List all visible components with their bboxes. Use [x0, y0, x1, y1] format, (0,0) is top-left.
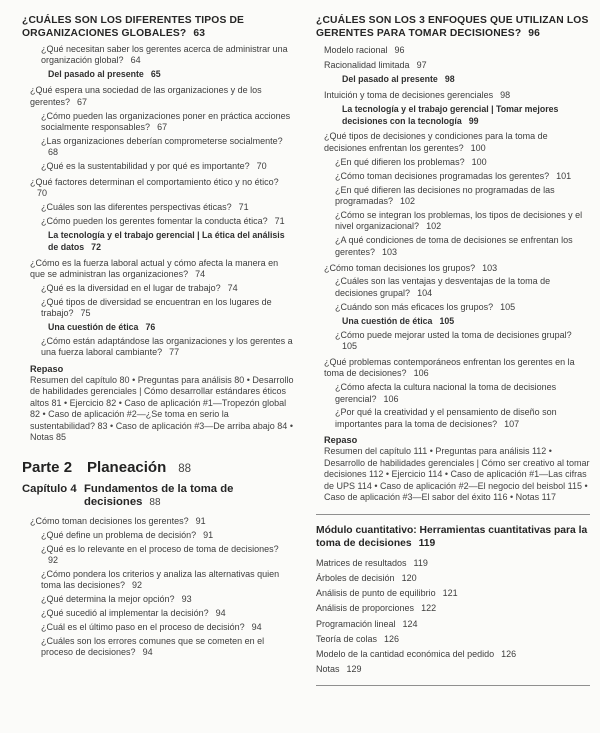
item-text: ¿Qué tipos de decisiones y condiciones para la toma de decisiones enfrentan los gerentes?: [324, 131, 548, 153]
toc-question: [30, 85, 294, 108]
item-text: ¿Cómo afecta la cultura nacional la toma de decisiones gerencial?: [335, 382, 557, 404]
toc-subquestion: [335, 171, 590, 182]
item-text: ¿Cuál es el último paso en el proceso de decisión?: [41, 622, 245, 632]
page-number: 74: [227, 282, 238, 293]
page-number: 105: [439, 315, 455, 326]
module-item: [316, 587, 590, 599]
item-text: ¿Por qué la creatividad y el pensamiento de diseño son importantes para la toma de decisiones?: [335, 407, 557, 429]
item-text: ¿Qué es la diversidad en el lugar de trabajo?: [41, 282, 221, 293]
item-text: ¿Cómo toman decisiones los grupos?: [324, 262, 476, 273]
toc-subquestion: [41, 136, 294, 159]
feature-item: [342, 104, 590, 127]
page-number: 103: [482, 262, 498, 273]
item-text: ¿Qué factores determinan el comportamiento ético y no ético?: [30, 177, 279, 188]
part-title: Planeación: [87, 458, 167, 476]
item-text: Una cuestión de ética: [48, 322, 139, 333]
toc-subquestion: [41, 608, 294, 619]
toc-subquestion: [41, 202, 294, 213]
page-number: 107: [504, 418, 520, 429]
feature-item: [48, 230, 294, 253]
toc-subquestion: [41, 297, 294, 320]
section-heading: [22, 14, 294, 40]
page-number: 105: [342, 340, 358, 351]
page-number: 100: [471, 156, 487, 167]
page-number: 64: [130, 55, 141, 66]
item-text: ¿Cuáles son las diferentes perspectivas éticas?: [41, 202, 232, 213]
page-number: 105: [500, 301, 516, 312]
toc-subquestion: [41, 336, 294, 359]
page-number: 120: [401, 572, 417, 583]
part-number: Parte 2: [22, 458, 73, 476]
page-number: 106: [413, 368, 429, 379]
toc-subquestion: [41, 622, 294, 633]
item-text: Análisis de punto de equilibrio: [316, 588, 436, 599]
page-number: 94: [215, 608, 226, 619]
page-number: 96: [394, 44, 405, 55]
item-text: ¿Qué problemas contemporáneos enfrentan los gerentes en la toma de decisiones?: [324, 356, 575, 379]
toc-subquestion: [41, 530, 294, 541]
page-number: 101: [556, 170, 572, 181]
section-title: ¿CUÁLES SON LOS DIFERENTES TIPOS DE ORGANIZACIONES GLOBALES?: [22, 15, 245, 39]
item-text: Programación lineal: [316, 618, 396, 629]
page-number: 92: [48, 554, 59, 565]
page-number: 67: [157, 121, 168, 132]
toc-subquestion: [41, 283, 294, 294]
toc-question: [324, 357, 590, 380]
item-text: ¿Qué sucedió al implementar la decisión?: [41, 608, 209, 619]
toc-subquestion: [335, 382, 590, 405]
page-number: 94: [251, 622, 262, 632]
item-text: ¿Qué es la sustentabilidad y por qué es importante?: [41, 161, 250, 172]
page-number: 67: [77, 96, 88, 107]
page-number: 124: [402, 618, 418, 629]
toc-subquestion: [41, 216, 294, 227]
review-summary: Resumen del capítulo 80 • Preguntas para análisis 80 • Desarrollo de habilidades gerenciales | Cómo desarrollar estándares éticos altos 81 • Ejercicio 82 • Caso de aplicación #1—Tropezón global 82 • Caso de aplicación #2—¿Se toma en serio la sustentabilidad? 83 • Caso de aplicación #3—De arriba abajo 84 • Notas 85: [30, 374, 294, 443]
toc-subquestion: [335, 302, 590, 313]
chapter-number: Capítulo 4: [22, 482, 77, 495]
item-text: ¿Cómo pondera los criterios y analiza las alternativas quien toma las decisiones?: [41, 568, 280, 591]
module-item: [316, 633, 590, 645]
item-text: Del pasado al presente: [342, 74, 438, 85]
item-text: Matrices de resultados: [316, 557, 407, 568]
page-number: 94: [142, 647, 153, 658]
page-number: 71: [238, 202, 249, 213]
toc-subquestion: [335, 185, 590, 208]
toc-subquestion: [41, 161, 294, 172]
item-text: La tecnología y el trabajo gerencial | Tomar mejores decisiones con la tecnología: [342, 104, 559, 126]
page-number: 65: [150, 69, 161, 80]
item-text: ¿Las organizaciones deberían comprometerse socialmente?: [41, 135, 283, 146]
item-text: ¿A qué condiciones de toma de decisiones se enfrentan los gerentes?: [335, 235, 573, 257]
item-text: ¿Cómo puede mejorar usted la toma de decisiones grupal?: [335, 329, 572, 340]
toc-subquestion: [41, 636, 294, 659]
toc-question: [30, 177, 294, 200]
part-heading: [22, 459, 294, 476]
toc-subquestion: [41, 111, 294, 134]
page-number: 68: [48, 147, 59, 158]
toc-subquestion: [335, 330, 590, 353]
page-number: 91: [195, 515, 206, 526]
page-number: 71: [274, 216, 285, 227]
page-number: 97: [416, 60, 427, 71]
page-number: 88: [178, 462, 192, 475]
item-text: ¿Cómo toman decisiones programadas los gerentes?: [335, 170, 550, 181]
page-number: 129: [346, 664, 362, 675]
feature-item: [342, 74, 590, 85]
page-number: 74: [195, 268, 206, 279]
review-summary: Resumen del capítulo 111 • Preguntas para análisis 112 • Desarrollo de habilidades gerenciales | Cómo ser creativo al tomar decisiones 112 • Ejercicio 114 • Caso de aplicación #1—Las cifras de UPS 114 • Caso de aplicación #2—El negocio del beisbol 115 • Caso de aplicación #3—El sabor del éxito 116 • Notas 117: [324, 446, 590, 503]
page-number: 119: [418, 537, 436, 549]
toc-question: [324, 60, 590, 71]
page-number: 70: [37, 188, 48, 199]
item-text: Del pasado al presente: [48, 69, 144, 80]
item-text: La tecnología y el trabajo gerencial | La ética del análisis de datos: [48, 230, 285, 252]
toc-question: [324, 90, 590, 101]
page-number: 126: [501, 649, 517, 659]
page-number: 91: [203, 529, 214, 540]
item-text: ¿Qué determina la mejor opción?: [41, 594, 175, 605]
page-number: 121: [442, 588, 458, 599]
item-text: Teoría de colas: [316, 633, 378, 644]
item-text: Modelo racional: [324, 44, 388, 55]
page-number: 96: [528, 28, 541, 39]
review-label: Repaso: [30, 363, 64, 374]
item-text: ¿Cuáles son los errores comunes que se cometen en el proceso de decisiones?: [41, 635, 265, 658]
module-item: [316, 663, 590, 675]
item-text: Árboles de decisión: [316, 572, 395, 583]
module-title: Módulo cuantitativo: Herramientas cuantitativas para la toma de decisiones: [316, 524, 588, 549]
item-text: Análisis de proporciones: [316, 603, 415, 614]
item-text: ¿Cuáles son las ventajas y desventajas de la toma de decisiones grupal?: [335, 276, 551, 298]
toc-question: [324, 45, 590, 56]
page-number: 76: [145, 322, 156, 333]
item-text: ¿Cómo pueden las organizaciones poner en práctica acciones socialmente responsables?: [41, 110, 291, 132]
item-text: ¿En qué difieren las decisiones no programadas de las programadas?: [335, 184, 555, 206]
page-number: 88: [149, 497, 161, 509]
divider-line: [316, 685, 590, 686]
page-number: 104: [417, 287, 433, 298]
chapter-heading: [22, 483, 294, 510]
page-number: 70: [256, 161, 267, 172]
right-column: [316, 12, 590, 695]
module-item: [316, 557, 590, 569]
page-number: 126: [384, 633, 400, 644]
toc-question: [324, 263, 590, 274]
toc-subquestion: [335, 276, 590, 299]
page-number: 119: [413, 557, 428, 568]
item-text: ¿Qué espera una sociedad de las organizaciones y de los gerentes?: [30, 85, 262, 107]
page-number: 77: [169, 347, 180, 358]
module-item: [316, 602, 590, 614]
review-label: Repaso: [324, 435, 358, 446]
toc-subquestion: [335, 157, 590, 168]
item-text: ¿Qué define un problema de decisión?: [41, 529, 197, 540]
toc-question: [30, 258, 294, 281]
toc-question: [30, 516, 294, 527]
toc-subquestion: [41, 594, 294, 605]
item-text: ¿Qué tipos de diversidad se encuentran en los lugares de trabajo?: [41, 296, 272, 319]
item-text: ¿Cómo toman decisiones los gerentes?: [30, 515, 189, 526]
toc-subquestion: [335, 407, 590, 430]
page-number: 102: [426, 221, 442, 232]
page-number: 100: [470, 142, 486, 153]
page-number: 103: [382, 246, 398, 257]
item-text: ¿Qué es lo relevante en el proceso de toma de decisiones?: [41, 543, 279, 554]
page-number: 93: [181, 594, 192, 605]
section-title: ¿CUÁLES SON LOS 3 ENFOQUES QUE UTILIZAN LOS GERENTES PARA TOMAR DECISIONES?: [316, 15, 589, 39]
chapter-title: [84, 483, 294, 510]
toc-question: [324, 131, 590, 154]
feature-item: [48, 322, 294, 333]
divider-line: [316, 514, 590, 515]
item-text: ¿En qué difieren los problemas?: [335, 156, 465, 167]
item-text: Racionalidad limitada: [324, 60, 410, 71]
module-heading: [316, 524, 590, 550]
item-text: ¿Qué necesitan saber los gerentes acerca de administrar una organización global?: [41, 44, 288, 66]
module-item: [316, 618, 590, 630]
section-heading: [316, 14, 590, 40]
page-number: 102: [400, 195, 416, 206]
page-number: 106: [383, 393, 399, 404]
page-number: 122: [421, 603, 437, 614]
left-column: [22, 12, 294, 695]
item-text: Una cuestión de ética: [342, 315, 433, 326]
toc-subquestion: [335, 210, 590, 233]
module-item: [316, 572, 590, 584]
item-text: ¿Cómo es la fuerza laboral actual y cómo afecta la manera en que se administran las organizaciones?: [30, 257, 279, 279]
page-number: 75: [80, 308, 91, 319]
feature-item: [48, 69, 294, 80]
item-text: ¿Cómo se integran los problemas, los tipos de decisiones y el nivel organizacional?: [335, 209, 583, 232]
toc-subquestion: [41, 569, 294, 592]
chapter-title-text: Fundamentos de la toma de decisiones: [84, 482, 234, 509]
page-number: 98: [444, 74, 455, 85]
page-number: 72: [91, 241, 101, 252]
item-text: ¿Cuándo son más eficaces los grupos?: [335, 301, 494, 312]
module-item: [316, 648, 590, 660]
toc-subquestion: [335, 235, 590, 258]
item-text: Notas: [316, 664, 340, 675]
item-text: ¿Cómo pueden los gerentes fomentar la conducta ética?: [41, 216, 268, 227]
item-text: ¿Cómo están adaptándose las organizaciones y los gerentes a una fuerza laboral cambiante?: [41, 335, 293, 358]
page-number: 92: [132, 580, 143, 591]
item-text: Intuición y toma de decisiones gerenciales: [324, 90, 494, 101]
item-text: Modelo de la cantidad económica del pedido: [316, 649, 495, 659]
page-number: 98: [500, 90, 511, 101]
toc-subquestion: [41, 544, 294, 567]
page-number: 99: [468, 115, 479, 126]
toc-subquestion: [41, 44, 294, 67]
page-number: 63: [193, 28, 206, 39]
feature-item: [342, 316, 590, 327]
